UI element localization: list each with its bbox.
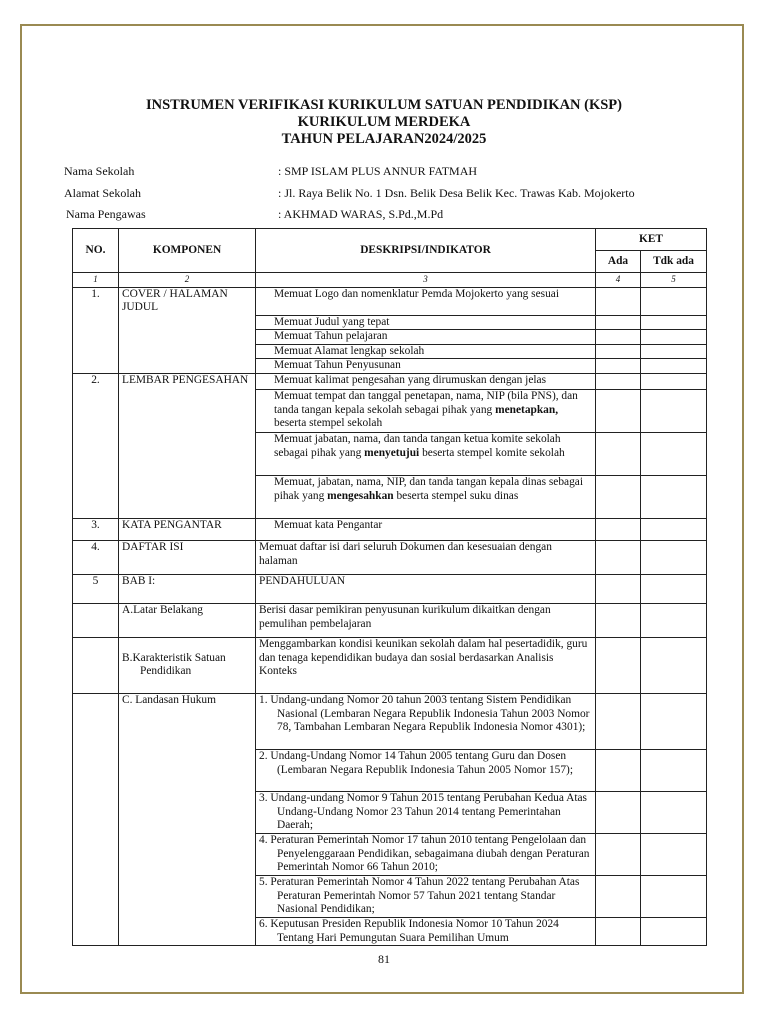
checkbox-tdk-ada[interactable]: [641, 432, 707, 475]
col-number-1: 1: [73, 273, 119, 288]
indicator-emphasis: mengesahkan: [327, 489, 394, 502]
row-number: 4.: [73, 540, 119, 574]
indicator-cell: Memuat kata Pengantar: [256, 518, 596, 540]
component-cell: BAB I:: [119, 574, 256, 603]
indicator-cell: Menggambarkan kondisi keunikan sekolah dalam hal pesertadidik, guru dan tenaga kependidikan budaya dan sosial berdasarkan Analisis Konteks: [256, 637, 596, 693]
indicator-emphasis: menetapkan,: [495, 403, 559, 416]
checkbox-ada[interactable]: [596, 359, 641, 374]
indicator-cell: Memuat Judul yang tepat: [256, 315, 596, 330]
verification-table: [72, 228, 707, 946]
checkbox-ada[interactable]: [596, 287, 641, 315]
address-value: : Jl. Raya Belik No. 1 Dsn. Belik Desa Belik Kec. Trawas Kab. Mojokerto: [278, 186, 635, 200]
indicator-cell: [256, 475, 596, 518]
checkbox-tdk-ada[interactable]: [641, 389, 707, 432]
checkbox-ada[interactable]: [596, 637, 641, 693]
col-number-5: 5: [641, 273, 707, 288]
checkbox-ada[interactable]: [596, 373, 641, 389]
indicator-cell: Memuat Alamat lengkap sekolah: [256, 344, 596, 359]
checkbox-tdk-ada[interactable]: [641, 833, 707, 875]
checkbox-ada[interactable]: [596, 330, 641, 345]
header-no: NO.: [73, 229, 119, 273]
header-deskripsi: DESKRIPSI/INDIKATOR: [256, 229, 596, 273]
checkbox-tdk-ada[interactable]: [641, 359, 707, 374]
checkbox-ada[interactable]: [596, 749, 641, 791]
component-cell: C. Landasan Hukum: [119, 693, 256, 945]
col-number-3: 3: [256, 273, 596, 288]
checkbox-ada[interactable]: [596, 875, 641, 917]
checkbox-ada[interactable]: [596, 315, 641, 330]
checkbox-tdk-ada[interactable]: [641, 637, 707, 693]
indicator-cell: Memuat kalimat pengesahan yang dirumuskan dengan jelas: [256, 373, 596, 389]
component-cell: DAFTAR ISI: [119, 540, 256, 574]
indicator-cell: [256, 389, 596, 432]
checkbox-tdk-ada[interactable]: [641, 330, 707, 345]
checkbox-ada[interactable]: [596, 518, 641, 540]
indicator-cell: Memuat daftar isi dari seluruh Dokumen dan kesesuaian dengan halaman: [256, 540, 596, 574]
indicator-cell: 6. Keputusan Presiden Republik Indonesia Nomor 10 Tahun 2024 Tentang Hari Pemungutan Suara Pemilihan Umum: [256, 917, 596, 945]
title-line-1: INSTRUMEN VERIFIKASI KURIKULUM SATUAN PENDIDIKAN (KSP): [146, 97, 622, 113]
school-value: : SMP ISLAM PLUS ANNUR FATMAH: [278, 164, 478, 178]
indicator-text: Memuat tempat dan tanggal penetapan, nama, NIP (bila PNS), dan tanda tangan kepala sekolah sebagai pihak yang: [274, 389, 578, 416]
col-number-2: 2: [119, 273, 256, 288]
indicator-cell: PENDAHULUAN: [256, 574, 596, 603]
indicator-cell: 2. Undang-Undang Nomor 14 Tahun 2005 tentang Guru dan Dosen (Lembaran Negara Republik Indonesia Tahun 2005 Nomor 157);: [256, 749, 596, 791]
row-number: 5: [73, 574, 119, 603]
title-line-3: TAHUN PELAJARAN2024/2025: [281, 131, 487, 147]
checkbox-tdk-ada[interactable]: [641, 287, 707, 315]
indicator-cell: Memuat Tahun Penyusunan: [256, 359, 596, 374]
checkbox-ada[interactable]: [596, 791, 641, 833]
checkbox-ada[interactable]: [596, 389, 641, 432]
checkbox-tdk-ada[interactable]: [641, 518, 707, 540]
indicator-text: beserta stempel sekolah: [274, 417, 383, 430]
checkbox-tdk-ada[interactable]: [641, 540, 707, 574]
checkbox-tdk-ada[interactable]: [641, 875, 707, 917]
row-number: 1.: [73, 287, 119, 373]
checkbox-ada[interactable]: [596, 603, 641, 637]
title-line-2: KURIKULUM MERDEKA: [297, 114, 471, 130]
indicator-cell: 4. Peraturan Pemerintah Nomor 17 tahun 2010 tentang Pengelolaan dan Penyelenggaraan Pendidikan, sebagaimana diubah dengan Peraturan Pemerintah Nomor 66 Tahun 2010;: [256, 833, 596, 875]
row-number: 3.: [73, 518, 119, 540]
checkbox-tdk-ada[interactable]: [641, 603, 707, 637]
indicator-cell: 1. Undang-undang Nomor 20 tahun 2003 tentang Sistem Pendidikan Nasional (Lembaran Negara Republik Indonesia Tahun 2003 Nomor 78, Tambahan Lembaran Negara Republik Indonesia Nomor 4301);: [256, 693, 596, 749]
checkbox-ada[interactable]: [596, 432, 641, 475]
indicator-cell: Memuat Logo dan nomenklatur Pemda Mojokerto yang sesuai: [256, 287, 596, 315]
indicator-cell: [256, 432, 596, 475]
address-label: Alamat Sekolah: [64, 186, 141, 200]
checkbox-tdk-ada[interactable]: [641, 373, 707, 389]
checkbox-tdk-ada[interactable]: [641, 315, 707, 330]
checkbox-ada[interactable]: [596, 574, 641, 603]
indicator-cell: Memuat Tahun pelajaran: [256, 330, 596, 345]
checkbox-tdk-ada[interactable]: [641, 749, 707, 791]
checkbox-tdk-ada[interactable]: [641, 344, 707, 359]
indicator-cell: 3. Undang-undang Nomor 9 Tahun 2015 tentang Perubahan Kedua Atas Undang-Undang Nomor 23 Tahun 2014 tentang Pemerintahan Daerah;: [256, 791, 596, 833]
checkbox-ada[interactable]: [596, 917, 641, 945]
checkbox-ada[interactable]: [596, 833, 641, 875]
supervisor-value: : AKHMAD WARAS, S.Pd.,M.Pd: [278, 207, 444, 221]
indicator-emphasis: menyetujui: [364, 446, 420, 459]
indicator-text: beserta stempel komite sekolah: [419, 446, 565, 459]
header-komponen: KOMPONEN: [119, 229, 256, 273]
component-cell: B.Karakteristik Satuan Pendidikan: [119, 637, 256, 693]
component-cell: LEMBAR PENGESAHAN: [119, 373, 256, 518]
supervisor-label: Nama Pengawas: [66, 207, 146, 221]
checkbox-ada[interactable]: [596, 693, 641, 749]
component-cell: A.Latar Belakang: [119, 603, 256, 637]
checkbox-tdk-ada[interactable]: [641, 693, 707, 749]
checkbox-tdk-ada[interactable]: [641, 574, 707, 603]
header-ada: Ada: [596, 251, 641, 273]
school-label: Nama Sekolah: [64, 164, 135, 178]
checkbox-tdk-ada[interactable]: [641, 791, 707, 833]
indicator-text: beserta stempel suku dinas: [393, 489, 519, 502]
indicator-cell: 5. Peraturan Pemerintah Nomor 4 Tahun 2022 tentang Perubahan Atas Peraturan Pemerintah Nomor 57 Tahun 2021 tentang Standar Nasional Pendidikan;: [256, 875, 596, 917]
col-number-4: 4: [596, 273, 641, 288]
component-cell: KATA PENGANTAR: [119, 518, 256, 540]
header-ket: KET: [596, 229, 707, 251]
indicator-text: Memuat, jabatan, nama, NIP, dan tanda tangan kepala dinas sebagai pihak yang: [274, 475, 584, 502]
row-number: 2.: [73, 373, 119, 518]
page-number: 81: [378, 952, 390, 966]
indicator-text: Memuat jabatan, nama, dan tanda tangan ketua komite sekolah sebagai pihak yang: [274, 432, 561, 459]
checkbox-ada[interactable]: [596, 344, 641, 359]
header-tdk-ada: Tdk ada: [641, 251, 707, 273]
checkbox-tdk-ada[interactable]: [641, 475, 707, 518]
indicator-cell: Berisi dasar pemikiran penyusunan kurikulum dikaitkan dengan pemulihan pembelajaran: [256, 603, 596, 637]
component-cell: COVER / HALAMAN JUDUL: [119, 287, 256, 373]
checkbox-tdk-ada[interactable]: [641, 917, 707, 945]
checkbox-ada[interactable]: [596, 540, 641, 574]
checkbox-ada[interactable]: [596, 475, 641, 518]
